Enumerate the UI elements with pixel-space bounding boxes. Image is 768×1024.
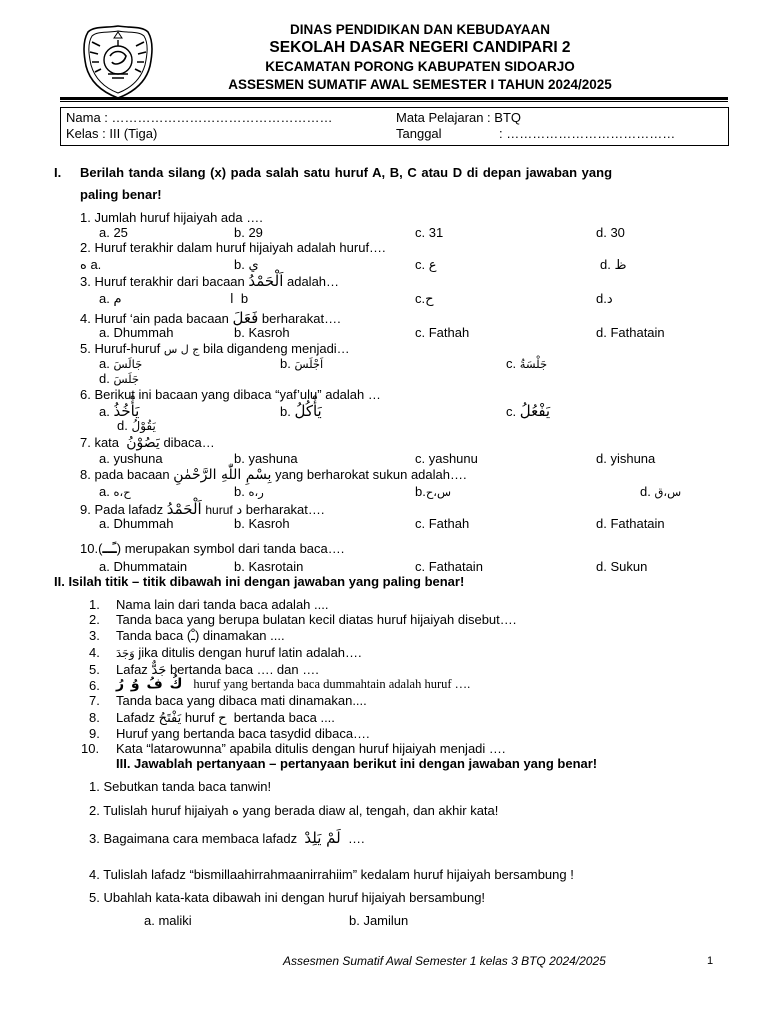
s3-q3-post: ….	[347, 831, 365, 846]
q2-d-arabic: ظ	[614, 258, 627, 273]
q10-post: ) merupakan symbol dari tanda baca….	[116, 541, 345, 556]
question-10	[80, 541, 344, 557]
q3-a-arabic: م	[113, 292, 122, 307]
q8-arabic: بِسْمِ اللّٰهِ الرَّحْمٰنِ	[173, 467, 272, 483]
q3-c-prefix: c.	[415, 291, 426, 306]
q4-option-d[interactable]: d. Fathatain	[596, 325, 665, 340]
s2-item-5-post: bertanda baca …. dan ….	[169, 662, 319, 677]
q10-option-d[interactable]: d. Sukun	[596, 559, 648, 574]
s2-item-8-arabic-2: ح	[218, 711, 227, 726]
q3-a-prefix: a.	[99, 291, 110, 306]
q8-d-prefix: d.	[640, 484, 651, 499]
q5-c-prefix: c.	[506, 356, 517, 371]
q3-option-c[interactable]	[415, 291, 434, 307]
q2-d-prefix: d.	[600, 257, 611, 272]
q3-d-arabic: د	[606, 292, 613, 307]
question-1: 1. Jumlah huruf hijaiyah ada ….	[80, 210, 263, 225]
q1-option-a[interactable]: a. 25	[99, 225, 128, 240]
header-divider-thick	[60, 97, 728, 100]
q3-option-a[interactable]	[99, 291, 122, 307]
s2-item-7: Tanda baca yang dibaca mati dinamakan....	[116, 693, 367, 708]
q7-post: dibaca…	[163, 435, 215, 450]
s2-item-8-num: 8.	[89, 710, 100, 725]
q7-arabic: يَصُوْنُ	[126, 435, 160, 451]
q7-option-a[interactable]: a. yushuna	[99, 451, 163, 466]
q5-b-prefix: b.	[280, 356, 291, 371]
s2-item-8	[116, 710, 335, 726]
q5-option-b[interactable]	[280, 356, 323, 371]
s3-q5-item-b: b. Jamilun	[349, 913, 409, 928]
q5-option-d[interactable]	[99, 371, 139, 386]
header-exam-title: ASSESMEN SUMATIF AWAL SEMESTER I TAHUN 2024/2025	[228, 77, 612, 92]
s3-q5-item-a: a. maliki	[144, 913, 192, 928]
subject-field: Mata Pelajaran : BTQ	[396, 110, 521, 125]
section3-title: III. Jawablah pertanyaan – pertanyaan berikut ini dengan jawaban yang benar!	[116, 756, 598, 771]
q9-option-b[interactable]: b. Kasroh	[234, 516, 290, 531]
q6-d-prefix: d.	[117, 418, 128, 433]
s2-item-5-arabic: جَدٌّ	[151, 663, 167, 678]
s2-item-1-num: 1.	[89, 597, 100, 612]
s2-item-3-post: ) dinamakan ....	[194, 628, 285, 643]
s3-question-5: 5. Ubahlah kata-kata dibawah ini dengan huruf hijaiyah bersambung!	[89, 890, 486, 905]
s2-item-2-num: 2.	[89, 612, 100, 627]
q8-option-a[interactable]	[99, 484, 131, 499]
q9-pre: 9. Pada lafadz	[80, 502, 164, 517]
q10-option-a[interactable]: a. Dhummatain	[99, 559, 188, 574]
q3-post: adalah…	[286, 274, 340, 289]
s3-q2-arabic: ه	[232, 804, 239, 819]
q5-post: bila digandeng menjadi…	[202, 341, 350, 356]
class-field: Kelas : III (Tiga)	[66, 126, 158, 141]
q3-b-prefix: b	[240, 291, 249, 306]
s2-item-3	[116, 628, 285, 644]
q8-option-c[interactable]	[415, 484, 451, 499]
s2-item-6-num: 6.	[89, 678, 100, 693]
q6-option-b[interactable]	[280, 402, 322, 420]
q4-option-c[interactable]: c. Fathah	[415, 325, 470, 340]
q7-option-d[interactable]: d. yishuna	[596, 451, 656, 466]
question-7	[80, 435, 215, 451]
q7-option-c[interactable]: c. yashunu	[415, 451, 478, 466]
q2-option-a[interactable]	[80, 257, 101, 273]
s3-question-1: 1. Sebutkan tanda baca tanwin!	[89, 779, 272, 794]
question-3	[80, 272, 339, 290]
section2-title: II. Isilah titik – titik dibawah ini dengan jawaban yang paling benar!	[54, 574, 465, 589]
q2-b-prefix: b.	[234, 257, 245, 272]
q4-pre: 4. Huruf ‘ain pada bacaan	[80, 311, 229, 326]
question-8	[80, 467, 467, 483]
s2-item-8-arabic: يَفْتَحُ	[158, 711, 182, 726]
q5-a-prefix: a.	[99, 356, 110, 371]
q6-d-arabic: يَقُوْلُ	[131, 419, 156, 433]
q10-option-b[interactable]: b. Kasrotain	[234, 559, 304, 574]
s2-item-9-num: 9.	[89, 726, 100, 741]
q1-option-d[interactable]: d. 30	[596, 225, 625, 240]
q6-b-prefix: b.	[280, 404, 291, 419]
name-field[interactable]: Nama : ……………………………………………	[66, 110, 333, 125]
s2-item-4-arabic: وَجَدَ	[116, 646, 135, 660]
q2-option-b[interactable]	[234, 257, 259, 273]
header-divider-thin	[60, 101, 728, 102]
s2-item-6	[116, 676, 470, 692]
question-5	[80, 341, 350, 356]
s2-item-5-pre: Lafaz	[116, 662, 148, 677]
s2-item-5-num: 5.	[89, 662, 100, 677]
header-agency: DINAS PENDIDIKAN DAN KEBUDAYAAN	[289, 22, 551, 37]
question-2: 2. Huruf terakhir dalam huruf hijaiyah adalah huruf….	[80, 240, 386, 255]
question-6: 6. Berikut ini bacaan yang dibaca “yaf’ulu” adalah …	[80, 387, 381, 402]
q8-d-arabic: س،ق	[654, 485, 682, 499]
q1-option-c[interactable]: c. 31	[415, 225, 444, 240]
s2-item-10: Kata “latarowunna” apabila ditulis dengan huruf hijaiyah menjadi ….	[116, 741, 506, 756]
q5-b-arabic: اَجْلَسَ	[294, 357, 324, 371]
q6-a-prefix: a.	[99, 404, 110, 419]
q2-a-arabic: ه	[80, 258, 87, 273]
q9-arabic-2: د	[236, 503, 243, 518]
s2-item-4	[116, 645, 362, 660]
s3-question-4: 4. Tulislah lafadz “bismillaahirrahmaanirrahiim” kedalam huruf hijaiyah bersambung !	[89, 867, 574, 882]
q3-d-prefix: d.	[596, 291, 607, 306]
q8-b-arabic: ر،ه	[248, 485, 264, 499]
q8-post: yang berharokat sukun adalah….	[275, 467, 467, 482]
q2-option-c[interactable]	[415, 257, 437, 273]
q3-option-d[interactable]	[596, 291, 613, 307]
q3-pre: 3. Huruf terakhir dari bacaan	[80, 274, 245, 289]
s3-q2-pre: 2. Tulislah huruf hijaiyah	[89, 803, 229, 818]
q10-symbol: ـًــ	[102, 541, 117, 557]
q4-option-a[interactable]: a. Dhummah	[99, 325, 174, 340]
q8-a-prefix: a.	[99, 484, 110, 499]
q1-option-b[interactable]: b. 29	[234, 225, 263, 240]
s3-question-3	[89, 829, 365, 847]
s2-item-2: Tanda baca yang berupa bulatan kecil diatas huruf hijaiyah disebut….	[116, 612, 517, 627]
s2-item-4-post: jika ditulis dengan huruf latin adalah….	[138, 645, 362, 660]
q9-option-d[interactable]: d. Fathatain	[596, 516, 665, 531]
q4-arabic: فَعَلَ	[232, 309, 259, 327]
q2-c-arabic: ع	[428, 258, 437, 273]
q5-c-arabic: جَلْسَةُ	[519, 357, 548, 371]
school-emblem-logo	[78, 22, 158, 102]
s2-item-6-arabic: كُ فُ وُ رُ	[116, 676, 183, 692]
s2-item-8-post: bertanda baca ....	[233, 710, 335, 725]
q2-a-prefix: a.	[90, 257, 102, 272]
s2-item-6-post: huruf yang bertanda baca dummahtain adalah huruf ….	[193, 677, 471, 691]
section1-instruction: Berilah tanda silang (x) pada salah satu huruf A, B, C atau D di depan jawaban yang	[80, 165, 613, 180]
q9-post: berharakat….	[245, 502, 325, 517]
q9-option-a[interactable]: a. Dhummah	[99, 516, 174, 531]
q3-option-b[interactable]	[230, 291, 248, 307]
q8-b-prefix: b.	[234, 484, 245, 499]
q4-option-b[interactable]: b. Kasroh	[234, 325, 290, 340]
footer-text: Assesmen Sumatif Awal Semester 1 kelas 3 BTQ 2024/2025	[283, 954, 606, 968]
q3-b-arabic: ا	[230, 292, 234, 307]
q5-d-prefix: d.	[99, 371, 110, 386]
q6-option-d[interactable]	[117, 418, 156, 433]
q6-option-c[interactable]	[506, 402, 550, 420]
q8-a-arabic: ح،ه	[113, 485, 131, 499]
s2-item-3-pre: Tanda baca (	[116, 628, 192, 643]
s3-question-2	[89, 803, 498, 819]
header-district: KECAMATAN PORONG KABUPATEN SIDOARJO	[265, 59, 575, 74]
q5-option-c[interactable]	[506, 356, 547, 371]
q10-option-c[interactable]: c. Fathatain	[415, 559, 483, 574]
q4-post: berharakat….	[261, 311, 341, 326]
date-label: Tanggal	[396, 126, 442, 141]
section1-instruction-cont: paling benar!	[80, 187, 162, 202]
q6-c-prefix: c.	[506, 404, 517, 419]
s2-item-10-num: 10.	[81, 741, 100, 756]
q8-option-d[interactable]	[640, 484, 681, 499]
q5-option-a[interactable]	[99, 356, 142, 371]
q8-option-b[interactable]	[234, 484, 264, 499]
q3-c-arabic: ح	[425, 292, 434, 307]
q8-pre: 8. pada bacaan	[80, 467, 170, 482]
page-number: 1	[707, 955, 714, 967]
q8-c-prefix: b.	[415, 484, 426, 499]
s3-q2-post: yang berada diaw al, tengah, dan akhir kata!	[242, 803, 499, 818]
q8-c-arabic: س،ح	[425, 485, 452, 499]
s2-item-1: Nama lain dari tanda baca adalah ....	[116, 597, 329, 612]
q9-option-c[interactable]: c. Fathah	[415, 516, 470, 531]
q9-arabic: اَلْحَمْدُ	[166, 500, 202, 518]
q6-b-arabic: يَأْكُلُ	[294, 402, 322, 420]
q5-arabic: ج ل س	[163, 343, 200, 356]
q2-b-arabic: ي	[248, 258, 259, 273]
q6-a-arabic: يَأْخُذُ	[113, 402, 140, 420]
q10-pre: 10.(	[80, 541, 103, 556]
sukun-symbol: ـْ	[191, 629, 195, 644]
q7-pre: 7. kata	[80, 435, 120, 450]
header-school-name: SEKOLAH DASAR NEGERI CANDIPARI 2	[269, 39, 571, 56]
s2-item-7-num: 7.	[89, 693, 100, 708]
q3-arabic: اَلْحَمْدُ	[248, 272, 284, 290]
s3-q3-pre: 3. Bagaimana cara membaca lafadz	[89, 831, 298, 846]
q7-option-b[interactable]: b. yashuna	[234, 451, 298, 466]
s2-item-8-mid: huruf	[184, 710, 215, 725]
s2-item-4-num: 4.	[89, 645, 100, 660]
s3-q3-arabic: لَمْ يَلِدْ	[304, 829, 341, 847]
s2-item-3-num: 3.	[89, 628, 100, 643]
section1-numeral: I.	[54, 165, 62, 180]
q6-c-arabic: يَفْعُلُ	[519, 402, 551, 420]
q5-d-arabic: جَلَسَ	[113, 372, 140, 386]
date-field[interactable]: : …………………………………	[499, 126, 676, 141]
s2-item-8-pre: Lafadz	[116, 710, 156, 725]
q2-option-d[interactable]	[600, 257, 627, 273]
q5-a-arabic: جَالَسَ	[113, 357, 143, 371]
s2-item-9: Huruf yang bertanda baca tasydid dibaca….	[116, 726, 370, 741]
q5-pre: 5. Huruf-huruf	[80, 341, 161, 356]
q9-mid: huruf	[205, 503, 233, 517]
q2-c-prefix: c.	[415, 257, 426, 272]
